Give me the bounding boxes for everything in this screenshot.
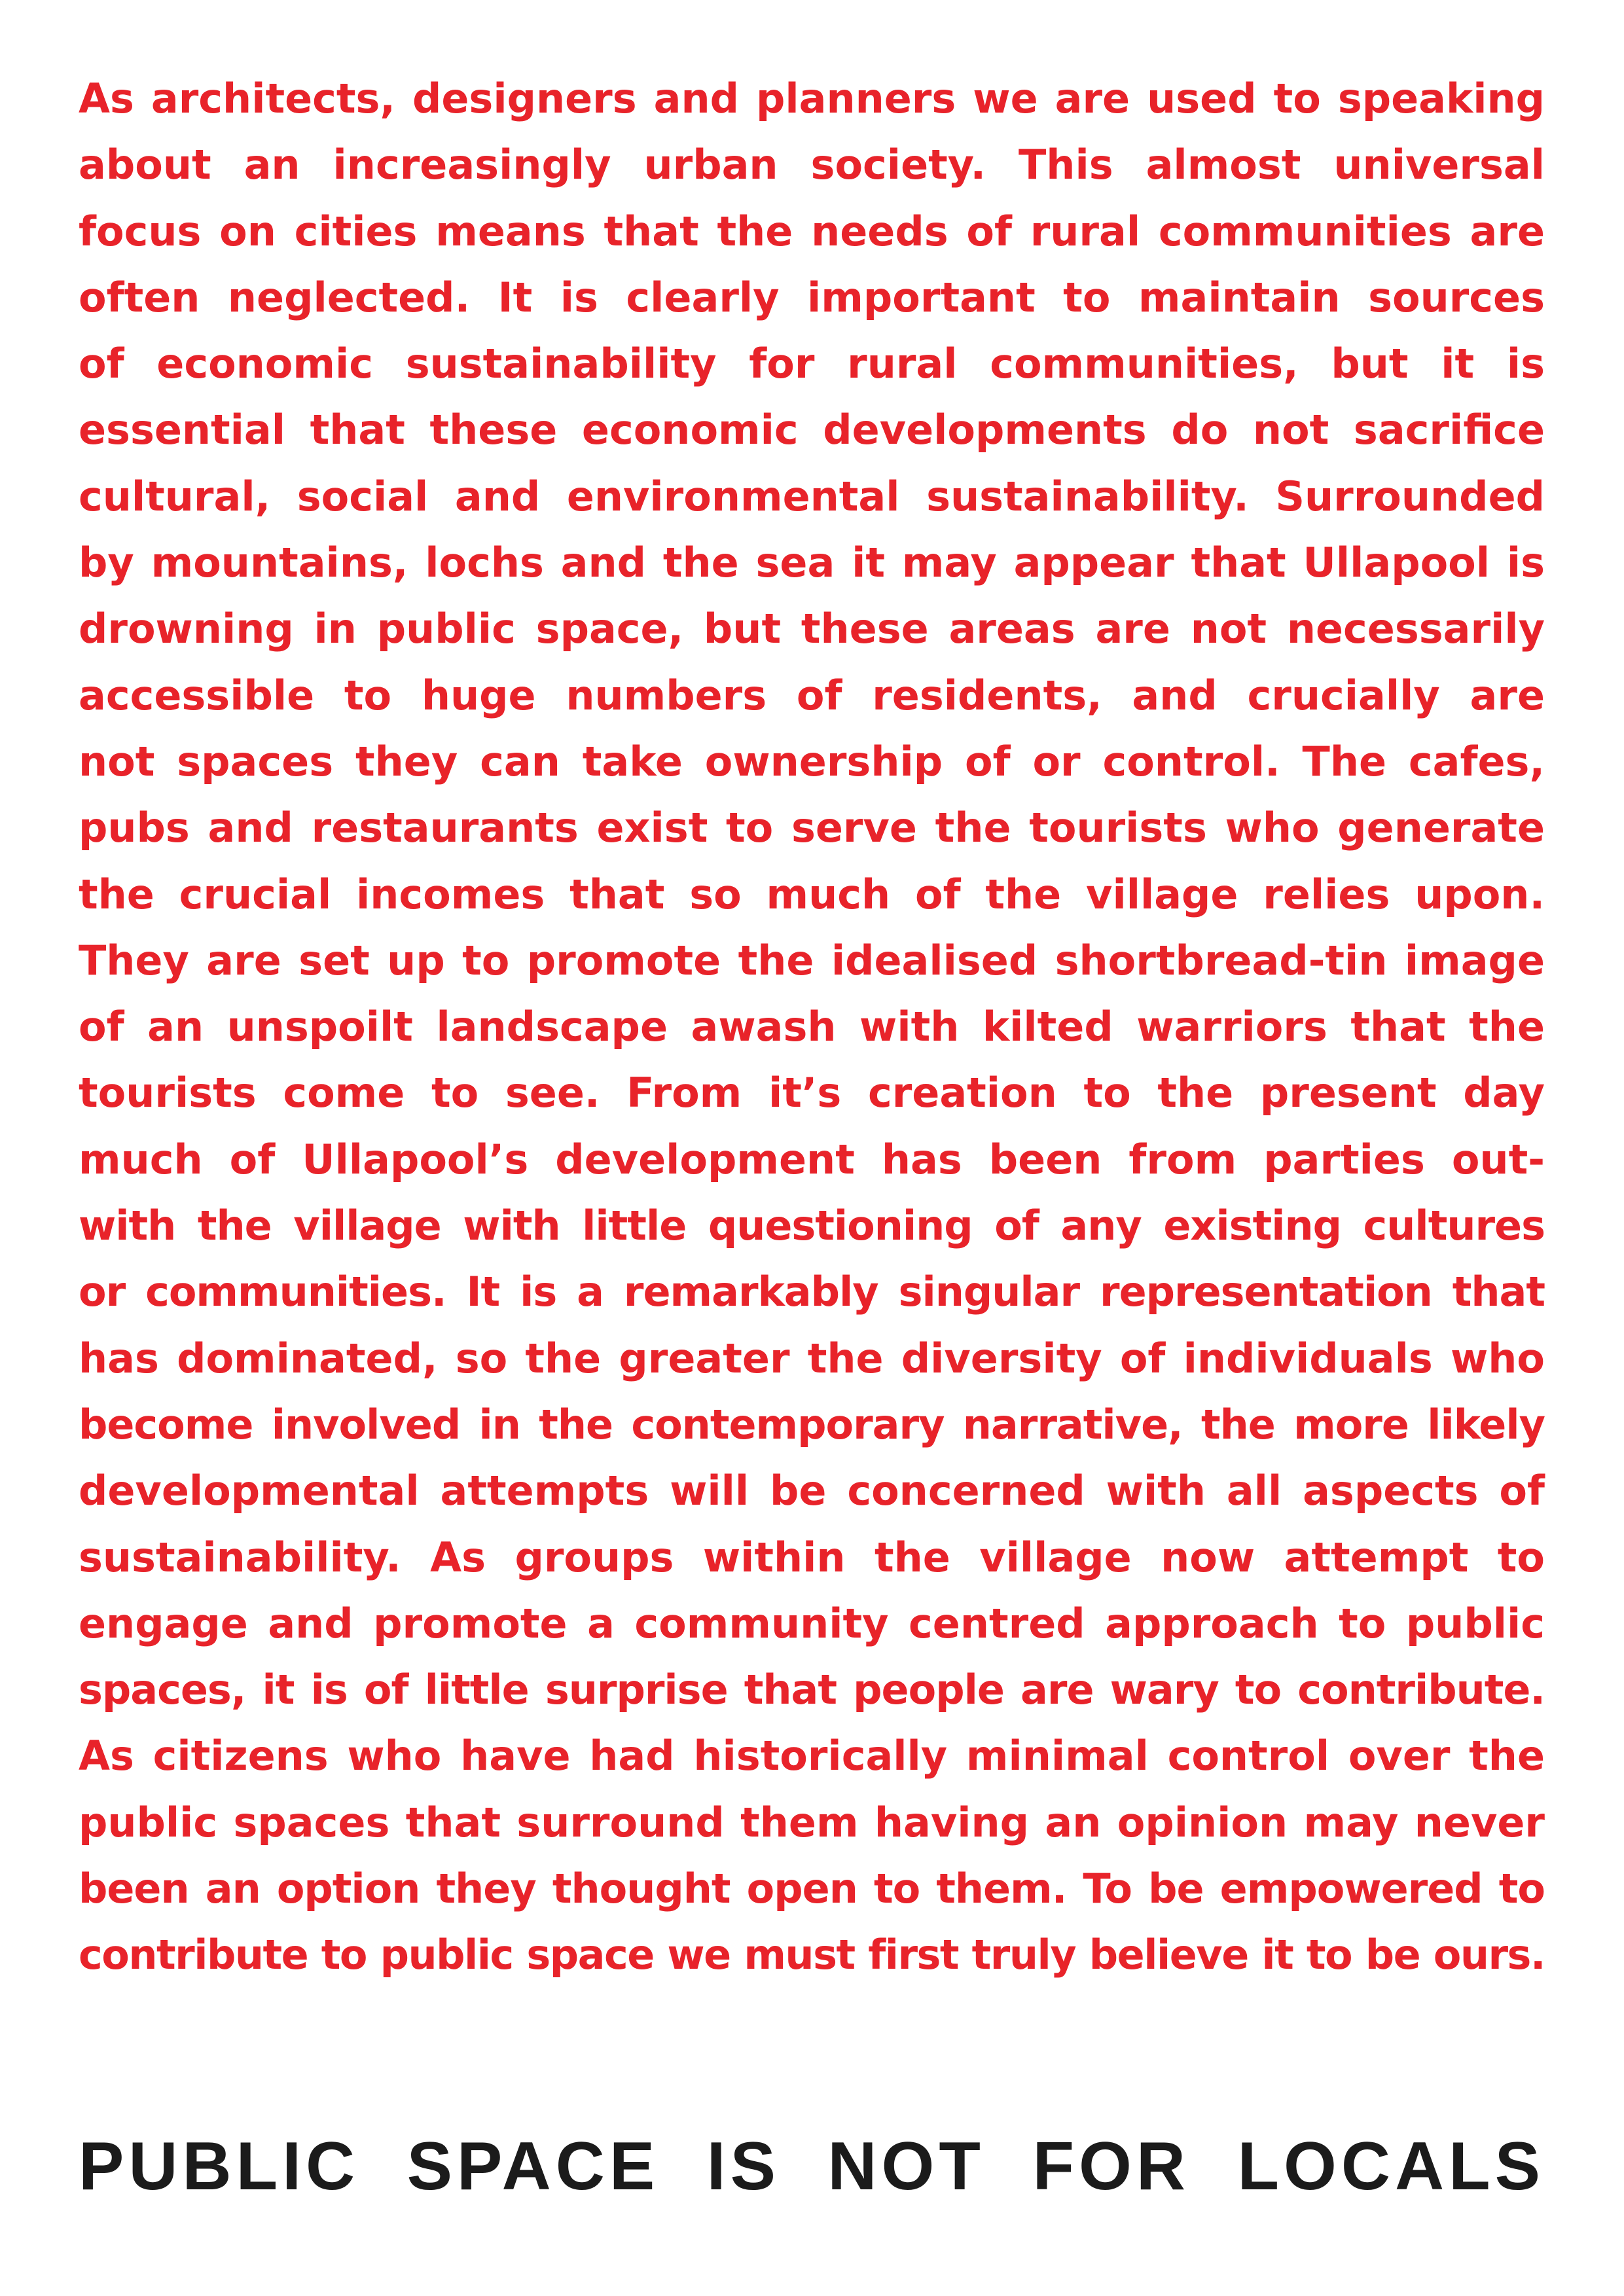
body-line: with the village with little questioning of any existing cultures	[79, 1202, 1545, 1250]
body-line: sustainability. As groups within the village now attempt to	[79, 1533, 1545, 1581]
body-line: of an unspoilt landscape awash with kilted warriors that the	[79, 1003, 1545, 1051]
body-line: developmental attempts will be concerned with all aspects of	[79, 1467, 1545, 1515]
body-line: the crucial incomes that so much of the village relies upon.	[79, 870, 1545, 918]
body-line: public spaces that surround them having an opinion may never	[79, 1798, 1545, 1846]
body-line: about an increasingly urban society. This almost universal	[79, 141, 1545, 189]
body-line: contribute to public space we must first truly believe it to be ours.	[79, 1931, 1545, 1979]
body-line: essential that these economic developments do not sacrifice	[79, 406, 1545, 454]
body-line: accessible to huge numbers of residents, and crucially are	[79, 671, 1545, 719]
body-line: not spaces they can take ownership of or control. The cafes,	[79, 737, 1545, 785]
page-title: PUBLIC SPACE IS NOT FOR LOCALS	[79, 2128, 1545, 2204]
body-line: engage and promote a community centred approach to public	[79, 1599, 1545, 1647]
body-line: often neglected. It is clearly important to maintain sources	[79, 273, 1545, 321]
body-line: pubs and restaurants exist to serve the tourists who generate	[79, 804, 1545, 852]
body-line: of economic sustainability for rural communities, but it is	[79, 340, 1545, 388]
body-line: drowning in public space, but these areas are not necessarily	[79, 605, 1545, 653]
body-line: become involved in the contemporary narrative, the more likely	[79, 1400, 1545, 1448]
body-line: focus on cities means that the needs of rural communities are	[79, 207, 1545, 255]
body-paragraph	[79, 65, 1545, 1988]
body-line: spaces, it is of little surprise that people are wary to contribute.	[79, 1666, 1545, 1714]
body-line: They are set up to promote the idealised shortbread-tin image	[79, 936, 1545, 984]
body-line: by mountains, lochs and the sea it may appear that Ullapool is	[79, 539, 1545, 587]
body-line: has dominated, so the greater the diversity of individuals who	[79, 1334, 1545, 1382]
body-line: tourists come to see. From it’s creation to the present day	[79, 1069, 1545, 1117]
body-line: much of Ullapool’s development has been from parties out-	[79, 1135, 1545, 1183]
body-line: been an option they thought open to them. To be empowered to	[79, 1865, 1545, 1913]
body-line: or communities. It is a remarkably singular representation that	[79, 1268, 1545, 1316]
body-line: As citizens who have had historically minimal control over the	[79, 1732, 1545, 1780]
body-line: cultural, social and environmental sustainability. Surrounded	[79, 472, 1545, 520]
body-line: As architects, designers and planners we are used to speaking	[79, 75, 1545, 122]
